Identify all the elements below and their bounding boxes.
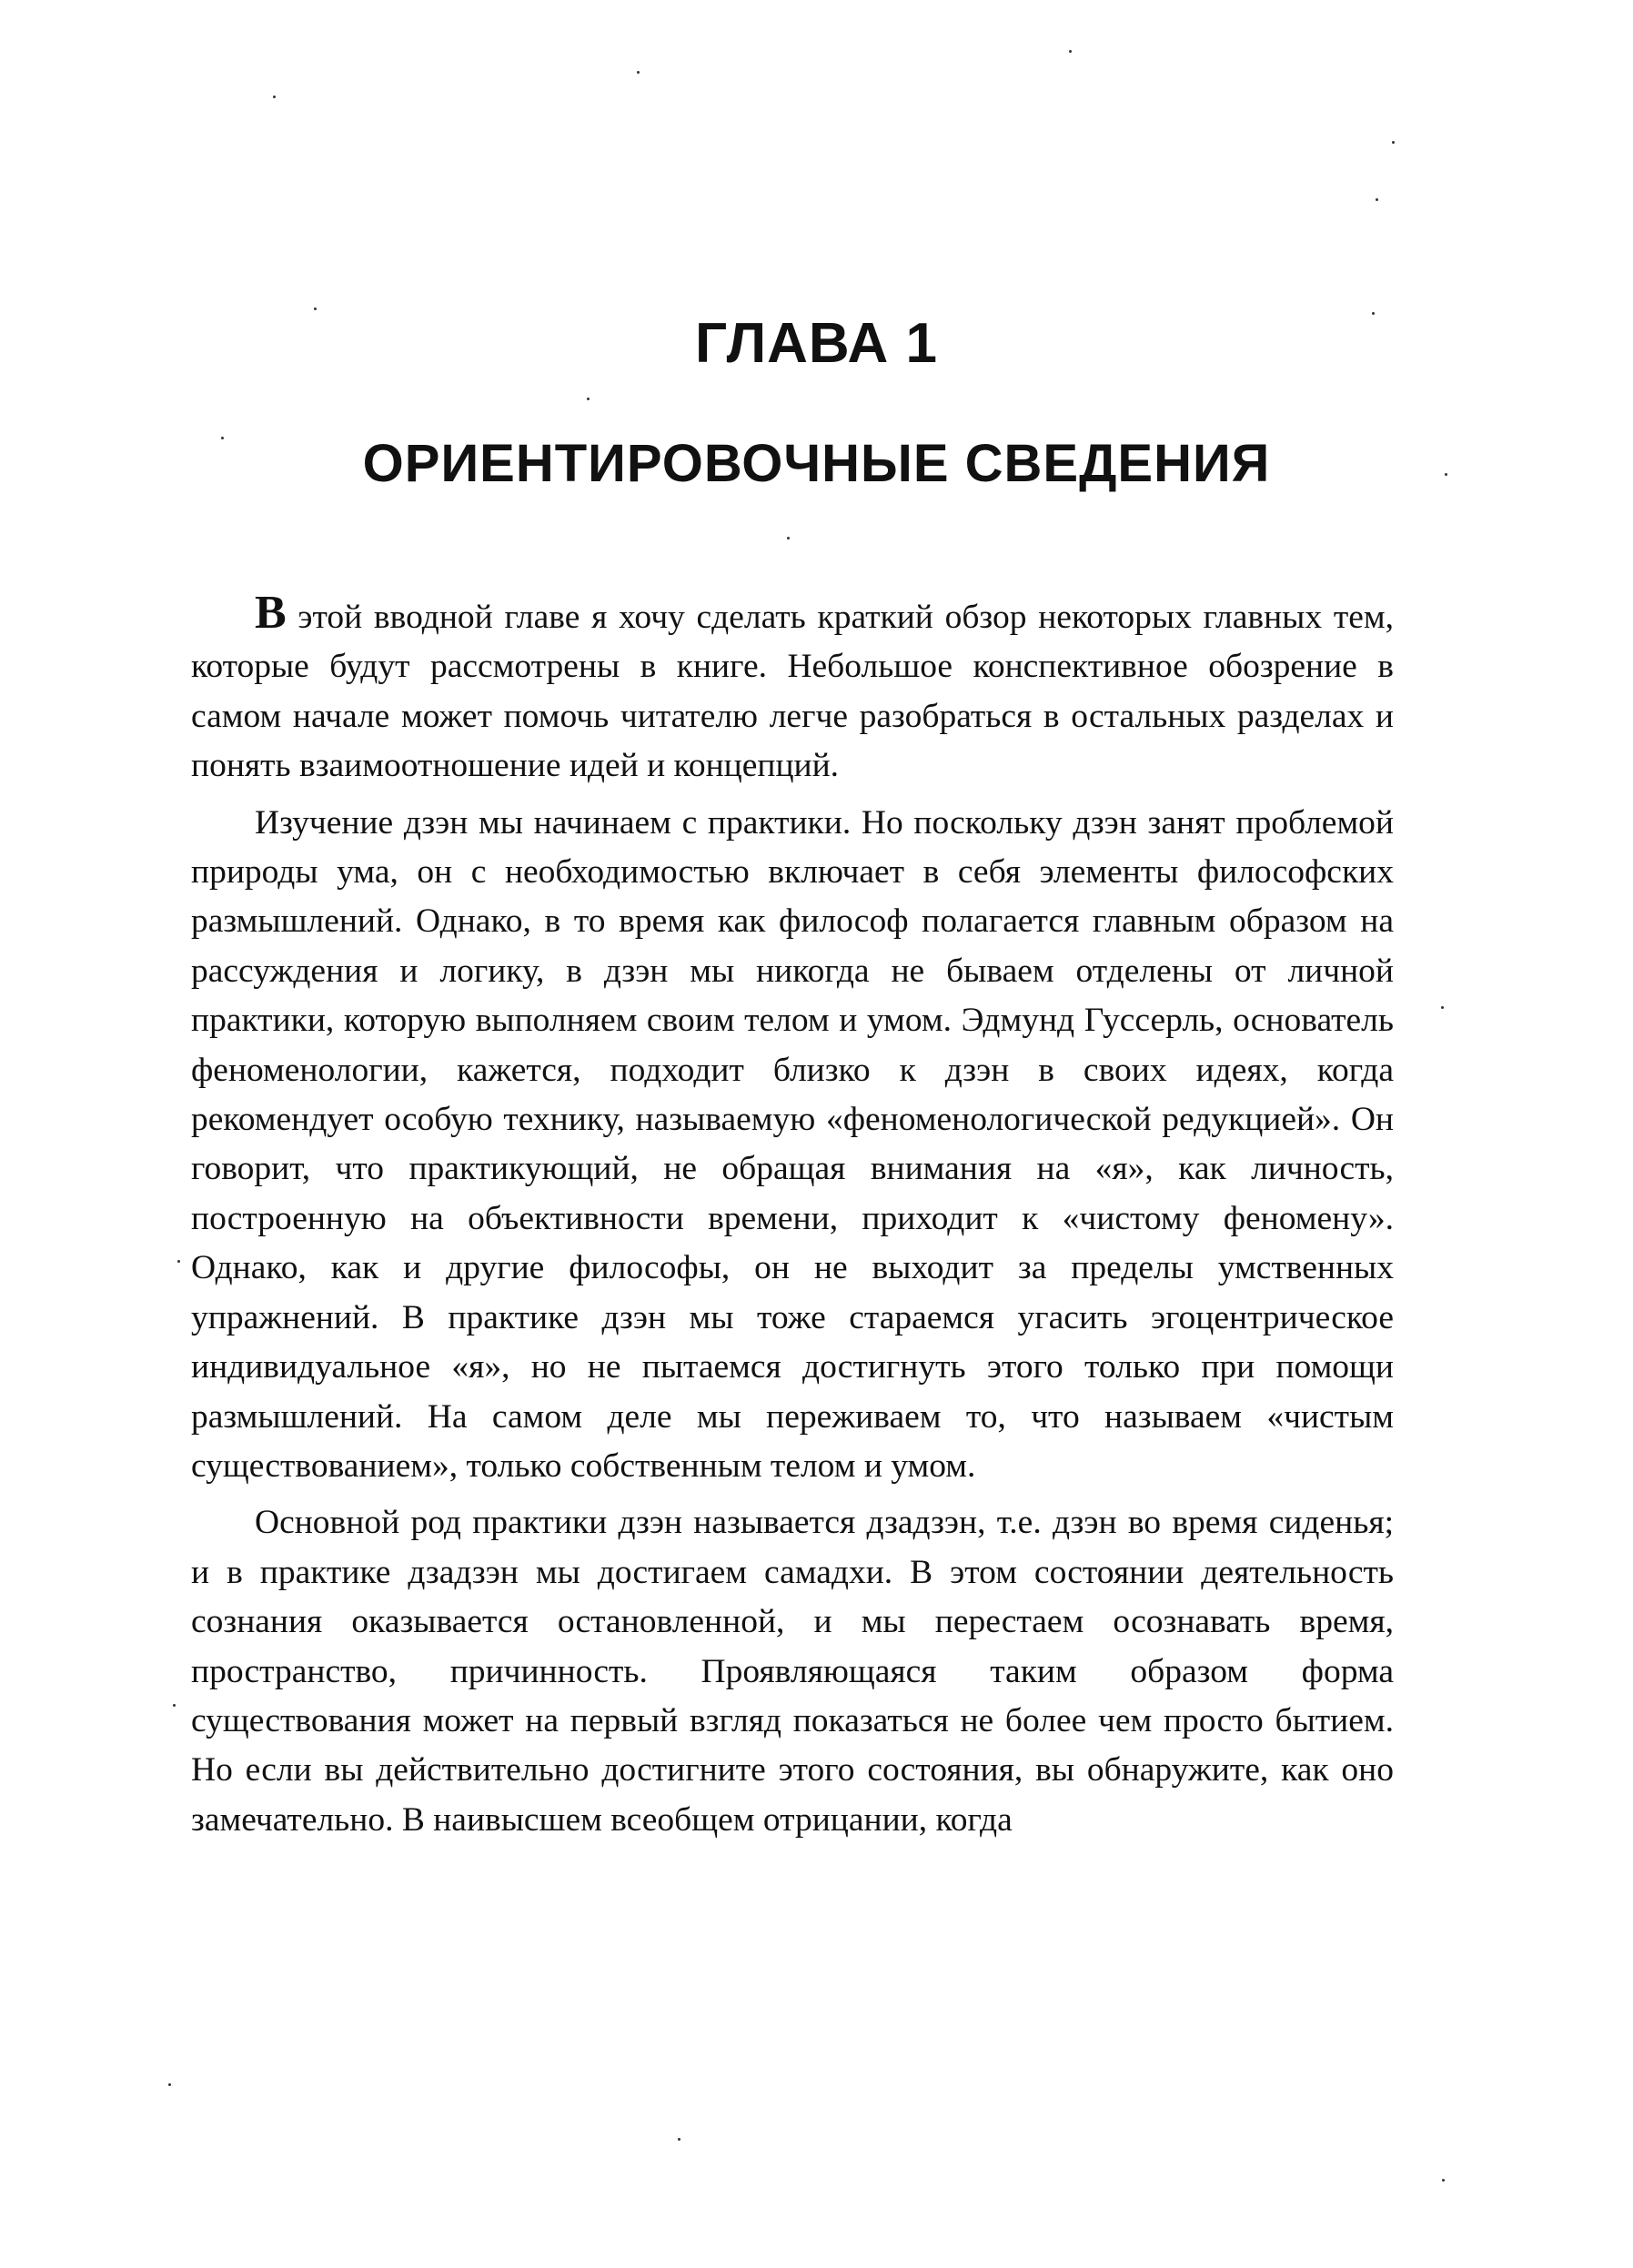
scan-speck <box>314 307 317 310</box>
paragraph-2: Изучение дзэн мы начинаем с практики. Но поскольку дзэн занят проблемой природы ума, он с необходимостью включает в себя элементы философских размышлений. Однако, в то время как философ полагается главным образом на рассуждения и логику, в дзэн мы никогда не бываем отделены от личной практики, которую выполняем своим телом и умом. Эдмунд Гуссерль, основатель феноменологии, кажется, подходит близко к дзэн в своих идеях, когда рекомендует особую технику, называемую «феноменологической редукцией». Он говорит, что практикующий, не обращая внимания на «я», как личность, построенную на объективности времени, приходит к «чистому феномену». Однако, как и другие философы, он не выходит за пределы умственных упражнений. В практике дзэн мы тоже стараемся угасить эгоцентрическое индивидуальное «я», но не пытаемся достигнуть этого только при помощи размышлений. На самом деле мы переживаем то, что называем «чистым существованием», только собственным телом и умом. <box>191 803 1394 1485</box>
scan-speck <box>1376 198 1378 201</box>
paragraph-3: Основной род практики дзэн называется дзадзэн, т.е. дзэн во время сиденья; и в практике дзадзэн мы достигаем самадхи. В этом состоянии деятельность сознания оказывается остановленной, и мы перестаем осознавать время, пространство, причинность. Проявляющаяся таким образом форма существования может на первый взгляд показаться не более чем просто бытием. Но если вы действительно достигните этого состояния, вы обнаружите, как оно замечательно. В наивысшем всеобщем отрицании, когда <box>191 1504 1394 1839</box>
scan-speck <box>637 71 640 74</box>
scan-speck <box>787 537 790 539</box>
paragraph-initial: В <box>255 587 287 639</box>
scan-speck <box>273 96 276 98</box>
chapter-label: ГЛАВА 1 <box>694 312 939 375</box>
scan-speck <box>221 437 224 439</box>
scan-speck <box>168 2083 171 2086</box>
scan-speck <box>678 2138 680 2141</box>
scan-speck <box>1441 1006 1444 1009</box>
scan-speck <box>1392 141 1395 144</box>
body-text <box>191 587 1394 1852</box>
scan-speck <box>587 398 590 400</box>
paragraph-1 <box>191 587 1394 791</box>
paragraph-1-text: этой вводной главе я хочу сделать краткий обзор некоторых главных тем, которые будут рассмотрены в книге. Небольшое конспективное обозрение в самом начале может помочь читателю легче разобраться в остальных разделах и понять взаимоотношение идей и концепций. <box>191 599 1394 785</box>
chapter-title: ОРИЕНТИРОВОЧНЫЕ СВЕДЕНИЯ <box>362 434 1271 493</box>
scan-speck <box>1069 50 1072 53</box>
scan-speck <box>1372 312 1375 315</box>
scan-speck <box>1442 2179 1445 2182</box>
scan-speck <box>173 1704 176 1707</box>
scan-speck <box>177 1260 180 1263</box>
scan-speck <box>1445 473 1447 476</box>
